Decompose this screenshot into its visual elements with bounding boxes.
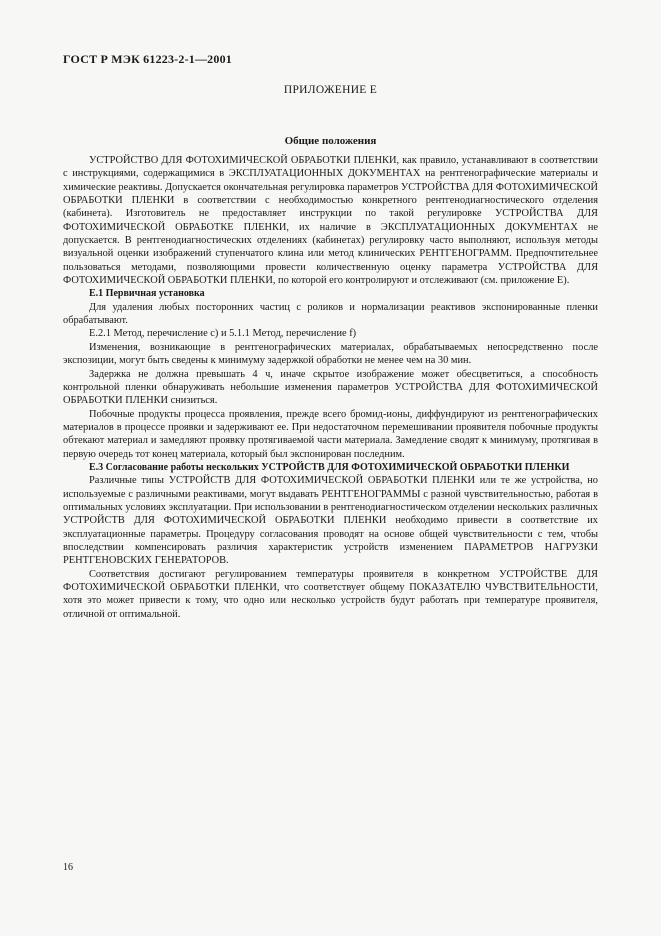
section-title: Общие положения [284, 135, 377, 147]
e1-paragraph: Для удаления любых посторонних частиц с роликов и нормализации реактивов экспонированные пленки обрабатывают. [63, 301, 598, 327]
e21-paragraph-1: Изменения, возникающие в рентгенографических материалах, обрабатываемых непосредственно после экспозиции, могут быть сведены к минимуму задержкой обработки не менее чем на 30 мин. [63, 341, 598, 367]
e21-subheading: Е.2.1 Метод, перечисление с) и 5.1.1 Метод, перечисление f) [89, 328, 357, 340]
e1-heading: Е.1 Первичная установка [89, 288, 205, 300]
e3-heading: Е.3 Согласование работы нескольких УСТРОЙСТВ ДЛЯ ФОТОХИМИЧЕСКОЙ ОБРАБОТКИ ПЛЕНКИ [89, 461, 570, 473]
document-body [63, 154, 598, 621]
e3-paragraph-2: Соответствия достигают регулированием температуры проявителя в конкретном УСТРОЙСТВЕ ДЛЯ ФОТОХИМИЧЕСКОЙ ОБРАБОТКИ ПЛЕНКИ, что соответствует общему ПОКАЗАТЕЛЮ ЧУВСТВИТЕЛЬНОСТИ, хотя это может привести к тому, что одно или несколько устройств будут работать при температуре проявителя, отличной от оптимальной. [63, 568, 598, 620]
appendix-title: ПРИЛОЖЕНИЕ Е [283, 84, 378, 96]
e3-paragraph-1: Различные типы УСТРОЙСТВ ДЛЯ ФОТОХИМИЧЕСКОЙ ОБРАБОТКИ ПЛЕНКИ или те же устройства, но используемые с различными реактивами, могут выдавать РЕНТГЕНОГРАММЫ с разной чувствительностью, работая в оптимальных условиях эксплуатации. При использовании в рентгенодиагностическом отделении нескольких различных УСТРОЙСТВ ДЛЯ ФОТОХИМИЧЕСКОЙ ОБРАБОТКИ ПЛЕНКИ необходимо привести в соответствие их эксплуатационные параметры. Процедуру согласования проводят на основе общей чувствительности с тем, чтобы впоследствии компенсировать различия характеристик устройств изменением ПАРАМЕТРОВ НАГРУЗКИ РЕНТГЕНОВСКИХ ГЕНЕРАТОРОВ. [63, 475, 598, 567]
page-number: 16 [63, 862, 73, 873]
e21-paragraph-2: Задержка не должна превышать 4 ч, иначе скрытое изображение может обесцветиться, а способность контрольной пленки обнаруживать небольшие изменения параметров УСТРОЙСТВА ДЛЯ ФОТОХИМИЧЕСКОЙ ОБРАБОТКИ ПЛЕНКИ снизиться. [63, 368, 598, 407]
intro-paragraph: УСТРОЙСТВО ДЛЯ ФОТОХИМИЧЕСКОЙ ОБРАБОТКИ ПЛЕНКИ, как правило, устанавливают в соответствии с инструкциями, содержащимися в ЭКСПЛУАТАЦИОННЫХ ДОКУМЕНТАХ на рентгенографические материалы и химические реактивы. Допускается окончательная регулировка параметров УСТРОЙСТВА ДЛЯ ФОТОХИМИЧЕСКОЙ ОБРАБОТКИ ПЛЕНКИ в соответствии с необходимостью конкретного рентгенодиагностического отделения (кабинета). Изготовитель не предоставляет инструкции по такой регулировке УСТРОЙСТВА ДЛЯ ФОТОХИМИЧЕСКОЙ ОБРАБОТКЕ ПЛЕНКИ, их наличие в ЭКСПЛУАТАЦИОННЫХ ДОКУМЕНТАХ не допускается. В рентгенодиагностических отделениях (кабинетах) регулировку часто выполняют, используя методы визуальной оценки изображений ступенчатого клина или метод клинических РЕНТГЕНОГРАММ. Предпочтительнее пользоваться методами, позволяющими провести количественную оценку параметра УСТРОЙСТВА ДЛЯ ФОТОХИМИЧЕСКОЙ ОБРАБОТКИ ПЛЕНКИ, по которой его контролируют и отслеживают (см. приложение Е). [63, 155, 598, 287]
standard-header: ГОСТ Р МЭК 61223-2-1—2001 [63, 52, 232, 66]
e21-paragraph-3: Побочные продукты процесса проявления, прежде всего бромид-ионы, диффундируют из рентгенографических материалов в процессе проявки и задерживают ее. При недостаточном перемешивании проявителя побочные продукты обтекают материал и замедляют проявку протягиваемой части материала. Замедление сводят к минимуму, протягивая в первую очередь тот конец материала, который был экспонирован последним. [63, 408, 598, 460]
